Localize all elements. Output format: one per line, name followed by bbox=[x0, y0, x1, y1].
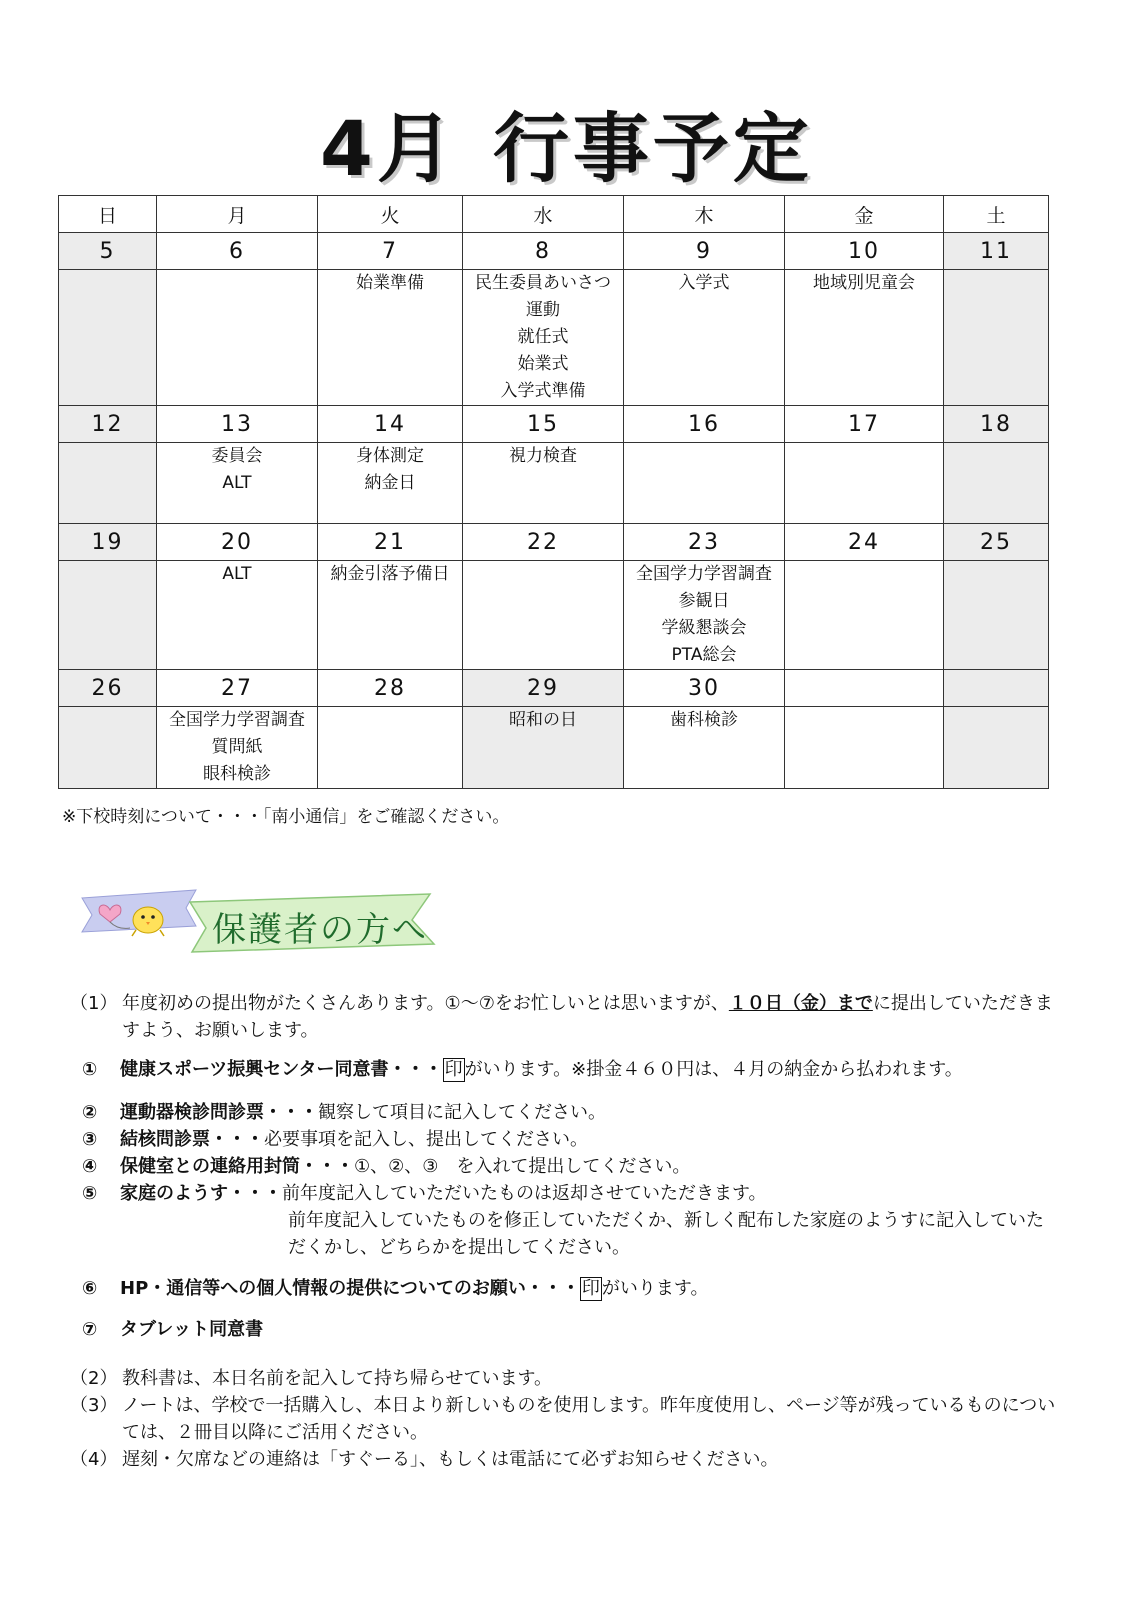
item-detail: がいります。 bbox=[601, 1278, 709, 1299]
events-cell bbox=[157, 561, 318, 670]
calendar-event: 運動 bbox=[526, 300, 560, 320]
calendar-event: 眼科検診 bbox=[203, 764, 271, 784]
item-number: ⑦ bbox=[82, 1319, 98, 1340]
calendar-event: 納金日 bbox=[364, 473, 416, 493]
date-cell: 8 bbox=[463, 233, 624, 270]
paragraph-label: （1） bbox=[70, 993, 118, 1014]
item-name: 運動器検診問診票・・・ bbox=[120, 1102, 318, 1123]
date-cell: 16 bbox=[624, 406, 785, 443]
paragraph-text: 教科書は、本日名前を記入して持ち帰らせています。 bbox=[122, 1368, 553, 1389]
item-number: ⑤ bbox=[82, 1183, 98, 1204]
title-month: 4月 bbox=[320, 104, 457, 193]
events-row bbox=[59, 443, 1049, 524]
paragraph-label: （3） bbox=[70, 1395, 118, 1416]
events-cell bbox=[318, 561, 463, 670]
notice-paragraph-3 bbox=[70, 1392, 1060, 1446]
events-cell bbox=[463, 707, 624, 789]
date-cell: 24 bbox=[785, 524, 944, 561]
submission-item-5 bbox=[82, 1180, 1060, 1261]
item-name: 健康スポーツ振興センター同意書・・・ bbox=[120, 1059, 443, 1080]
item-number: ④ bbox=[82, 1156, 98, 1177]
calendar-event: 視力検査 bbox=[509, 446, 577, 466]
date-cell: 9 bbox=[624, 233, 785, 270]
date-cell: 12 bbox=[59, 406, 157, 443]
guardian-notice bbox=[70, 990, 1060, 1473]
submission-item-7 bbox=[82, 1316, 1060, 1343]
item-number: ② bbox=[82, 1102, 98, 1123]
events-cell bbox=[944, 707, 1049, 789]
date-cell: 25 bbox=[944, 524, 1049, 561]
item-name: 家庭のようす・・・ bbox=[120, 1183, 282, 1204]
deadline-text: １０日（金）まで bbox=[728, 993, 873, 1014]
calendar-event: ALT bbox=[222, 564, 252, 584]
calendar-event: 身体測定 bbox=[356, 446, 424, 466]
item-name: タブレット同意書 bbox=[120, 1319, 264, 1340]
paragraph-1-tail: に提出していただきますよう、お願いします。 bbox=[122, 993, 1053, 1041]
date-cell: 15 bbox=[463, 406, 624, 443]
submission-item-1 bbox=[82, 1056, 1060, 1083]
date-row bbox=[59, 233, 1049, 270]
paragraph-text: ノートは、学校で一括購入し、本日より新しいものを使用します。昨年度使用し、ページ等が残っているものについては、２冊目以降にご活用ください。 bbox=[122, 1395, 1056, 1443]
item-name: 保健室との連絡用封筒・・・ bbox=[120, 1156, 354, 1177]
date-row bbox=[59, 406, 1049, 443]
calendar-event: 始業式 bbox=[517, 354, 569, 374]
events-cell bbox=[318, 707, 463, 789]
events-cell bbox=[59, 270, 157, 406]
events-cell bbox=[785, 707, 944, 789]
seal-mark: 印 bbox=[581, 1278, 600, 1299]
events-cell bbox=[59, 561, 157, 670]
events-cell bbox=[463, 561, 624, 670]
weekday-wed: 水 bbox=[463, 196, 624, 233]
page-title bbox=[0, 88, 1133, 197]
weekday-header-row bbox=[59, 196, 1049, 233]
calendar-event: 昭和の日 bbox=[509, 710, 577, 730]
events-cell bbox=[944, 443, 1049, 524]
calendar-event: PTA総会 bbox=[671, 645, 737, 665]
item-number: ⑥ bbox=[82, 1278, 98, 1299]
calendar-event: 地域別児童会 bbox=[813, 273, 915, 293]
notice-paragraph-1 bbox=[70, 990, 1060, 1044]
calendar-event: 学級懇談会 bbox=[661, 618, 747, 638]
submission-item-6 bbox=[82, 1275, 1060, 1302]
date-cell: 20 bbox=[157, 524, 318, 561]
date-cell: 19 bbox=[59, 524, 157, 561]
date-cell bbox=[785, 670, 944, 707]
calendar-event: 就任式 bbox=[517, 327, 569, 347]
date-cell: 23 bbox=[624, 524, 785, 561]
date-cell: 28 bbox=[318, 670, 463, 707]
item-number: ③ bbox=[82, 1129, 98, 1150]
banner-text: 保護者の方へ bbox=[212, 910, 428, 950]
calendar-event: ALT bbox=[222, 473, 252, 493]
calendar-event: 歯科検診 bbox=[670, 710, 738, 730]
dismissal-time-note: ※下校時刻について・・・「南小通信」をご確認ください。 bbox=[62, 807, 510, 827]
date-cell: 13 bbox=[157, 406, 318, 443]
events-cell bbox=[463, 443, 624, 524]
paragraph-label: （2） bbox=[70, 1368, 118, 1389]
date-cell: 6 bbox=[157, 233, 318, 270]
paragraph-1-text: 年度初めの提出物がたくさんあります。①～⑦をお忙しいとは思いますが、 bbox=[122, 993, 729, 1014]
submission-item-4 bbox=[82, 1153, 1060, 1180]
item-detail: 前年度記入していただいたものは返却させていただきます。 bbox=[282, 1183, 767, 1204]
item-name: HP・通信等への個人情報の提供についてのお願い・・・ bbox=[120, 1278, 580, 1299]
events-cell bbox=[59, 707, 157, 789]
date-cell bbox=[944, 670, 1049, 707]
events-cell bbox=[944, 561, 1049, 670]
item-name: 結核問診票・・・ bbox=[120, 1129, 264, 1150]
calendar-event: 入学式準備 bbox=[500, 381, 586, 401]
paragraph-text: 遅刻・欠席などの連絡は「すぐーる」、もしくは電話にて必ずお知らせください。 bbox=[122, 1449, 779, 1470]
calendar-event: 納金引落予備日 bbox=[330, 564, 450, 584]
events-row bbox=[59, 707, 1049, 789]
date-cell: 22 bbox=[463, 524, 624, 561]
calendar-event: 全国学力学習調査 bbox=[169, 710, 305, 730]
events-cell bbox=[59, 443, 157, 524]
date-cell: 17 bbox=[785, 406, 944, 443]
events-cell bbox=[318, 270, 463, 406]
title-text: 行事予定 bbox=[492, 104, 813, 193]
events-row bbox=[59, 561, 1049, 670]
events-cell bbox=[944, 270, 1049, 406]
calendar-event: 質問紙 bbox=[211, 737, 263, 757]
date-cell: 10 bbox=[785, 233, 944, 270]
date-row bbox=[59, 524, 1049, 561]
calendar-event: 始業準備 bbox=[356, 273, 424, 293]
item-detail: 観察して項目に記入してください。 bbox=[318, 1102, 606, 1123]
events-cell bbox=[785, 270, 944, 406]
date-cell: 26 bbox=[59, 670, 157, 707]
events-cell bbox=[624, 561, 785, 670]
calendar-event: 入学式 bbox=[678, 273, 730, 293]
submission-item-3 bbox=[82, 1126, 1060, 1153]
weekday-thu: 木 bbox=[624, 196, 785, 233]
date-cell: 5 bbox=[59, 233, 157, 270]
events-cell bbox=[157, 443, 318, 524]
item-number: ① bbox=[82, 1059, 98, 1080]
date-cell: 7 bbox=[318, 233, 463, 270]
date-cell: 21 bbox=[318, 524, 463, 561]
events-row bbox=[59, 270, 1049, 406]
date-cell: 30 bbox=[624, 670, 785, 707]
weekday-fri: 金 bbox=[785, 196, 944, 233]
events-cell bbox=[318, 443, 463, 524]
paragraph-label: （4） bbox=[70, 1449, 118, 1470]
weekday-mon: 月 bbox=[157, 196, 318, 233]
calendar-event: 参観日 bbox=[678, 591, 730, 611]
weekday-sun: 日 bbox=[59, 196, 157, 233]
chick-icon bbox=[132, 907, 164, 936]
weekday-tue: 火 bbox=[318, 196, 463, 233]
item-detail: ①、②、③ を入れて提出してください。 bbox=[354, 1156, 691, 1177]
events-cell bbox=[624, 707, 785, 789]
notice-paragraph-4 bbox=[70, 1446, 1060, 1473]
date-cell: 18 bbox=[944, 406, 1049, 443]
item-detail: がいります。※掛金４６０円は、４月の納金から払われます。 bbox=[464, 1059, 963, 1080]
item-detail: 必要事項を記入し、提出してください。 bbox=[264, 1129, 588, 1150]
events-cell bbox=[785, 443, 944, 524]
events-cell bbox=[624, 270, 785, 406]
date-cell: 29 bbox=[463, 670, 624, 707]
submission-item-2 bbox=[82, 1099, 1060, 1126]
calendar-event: 全国学力学習調査 bbox=[636, 564, 772, 584]
calendar-event: 委員会 bbox=[211, 446, 263, 466]
date-cell: 14 bbox=[318, 406, 463, 443]
date-cell: 27 bbox=[157, 670, 318, 707]
notice-paragraph-2 bbox=[70, 1365, 1060, 1392]
event-calendar bbox=[58, 195, 1049, 789]
seal-mark: 印 bbox=[444, 1059, 463, 1080]
guardians-banner bbox=[78, 888, 448, 960]
events-cell bbox=[624, 443, 785, 524]
weekday-sat: 土 bbox=[944, 196, 1049, 233]
events-cell bbox=[157, 270, 318, 406]
date-cell: 11 bbox=[944, 233, 1049, 270]
events-cell bbox=[785, 561, 944, 670]
calendar-event: 民生委員あいさつ bbox=[475, 273, 611, 293]
events-cell bbox=[463, 270, 624, 406]
date-row bbox=[59, 670, 1049, 707]
item-detail-continued: 前年度記入していたものを修正していただくか、新しく配布した家庭のようすに記入していただくかし、どちらかを提出してください。 bbox=[288, 1210, 1044, 1258]
events-cell bbox=[157, 707, 318, 789]
